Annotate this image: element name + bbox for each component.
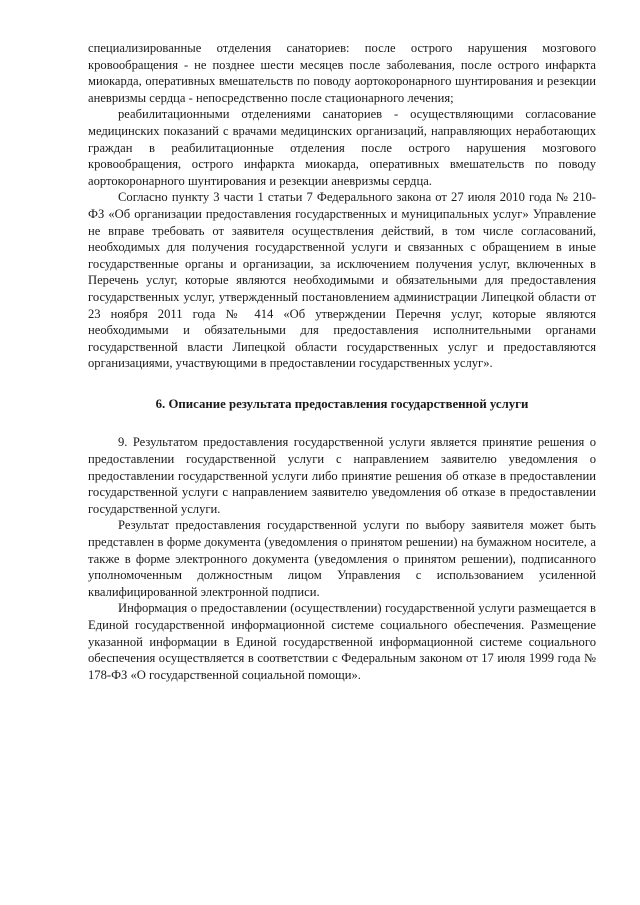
- paragraph-result-9: 9. Результатом предоставления государственной услуги является принятие решения о предоставлении государственной услуги с направлением заявителю уведомления о предоставлении государственной услуги либо принятие решения об отказе в предоставлении государственной услуги с направлением заявителю уведомления об отказе в предоставлении государственной услуги.: [88, 435, 596, 516]
- paragraph-result-form: Результат предоставления государственной услуги по выбору заявителя может быть представлен в форме документа (уведомления о принятом решении) на бумажном носителе, а также в форме электронного документа (уведомления о принятом решении), подписанного уполномоченным должностным лицом Управления с использованием усиленной квалифицированной электронной подписи.: [88, 518, 596, 599]
- paragraph-sanatorium-departments: специализированные отделения санаториев: после острого нарушения мозгового кровообращения - не позднее шести месяцев после заболевания, после острого инфаркта миокарда, оперативных вмешательств по поводу аортокоронарного шунтирования и резекции аневризмы сердца - непосредственно после стационарного лечения;: [88, 41, 596, 105]
- paragraph-information-egisso: Информация о предоставлении (осуществлении) государственной услуги размещается в Единой государственной информационной системе социального обеспечения. Размещение указанной информации в Единой государственной информационной системе социального обеспечения осуществляется в соответствии с Федеральным законом от 17 июля 1999 года № 178-ФЗ «О государственной социальной помощи».: [88, 601, 596, 682]
- document-body: [88, 40, 596, 683]
- section-heading: 6. Описание результата предоставления государственной услуги: [155, 396, 529, 411]
- paragraph-rehabilitation-departments: реабилитационными отделениями санаториев - осуществляющими согласование медицинских показаний с врачами медицинских организаций, направляющих неработающих граждан в реабилитационные отделения после острого нарушения мозгового кровообращения, острого инфаркта миокарда, оперативных вмешательств по поводу аортокоронарного шунтирования и резекции аневризмы сердца.: [88, 107, 596, 188]
- paragraph-federal-law-210: Согласно пункту 3 части 1 статьи 7 Федерального закона от 27 июля 2010 года № 210-ФЗ «Об организации предоставления государственных и муниципальных услуг» Управление не вправе требовать от заявителя осуществления действий, в том числе согласований, необходимых для получения государственной услуги и связанных с обращением в иные государственные органы и организации, за исключением получения услуг, включенных в Перечень услуг, которые являются необходимыми и обязательными для предоставления государственных услуг, утвержденный постановлением администрации Липецкой области от 23 ноября 2011 года № 414 «Об утверждении Перечня услуг, которые являются необходимыми и обязательными для предоставления исполнительными органами государственной власти Липецкой области государственных услуг и предоставляются организациями, участвующими в предоставлении государственных услуг».: [88, 190, 596, 371]
